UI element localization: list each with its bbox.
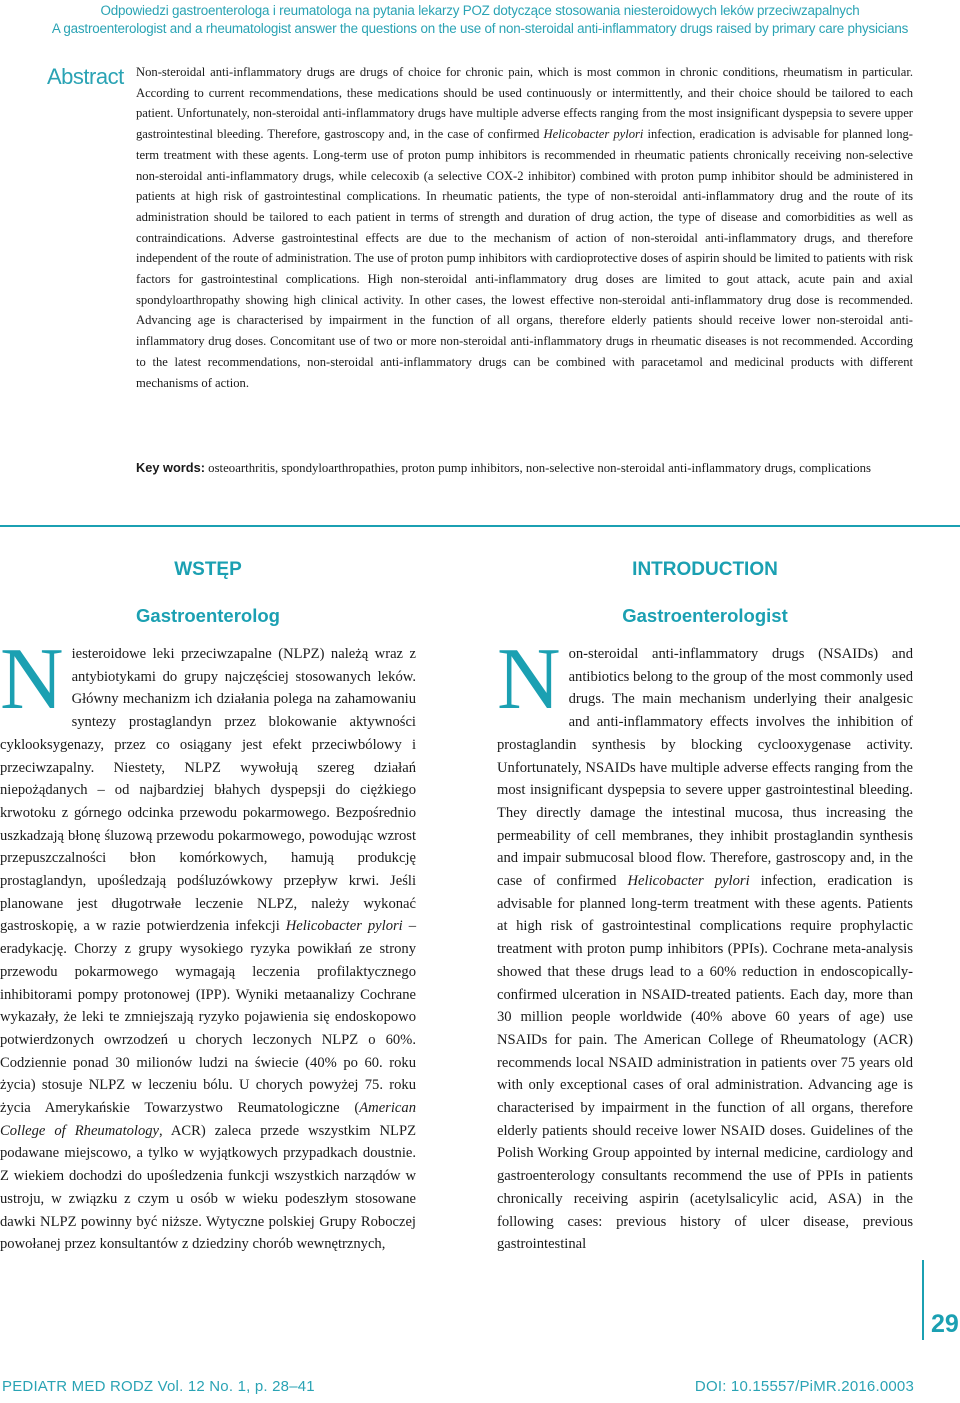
abstract-body: [136, 62, 913, 393]
dropcap-en: N: [497, 631, 561, 728]
polish-column: [0, 560, 416, 1256]
abstract-text-part: infection, eradication is advisable for planned long-term treatment with these agents. Long-term use of proton pump inhibitors is recommended in rheumatic patients chronically receiving non-selective non-steroidal anti-inflammatory drugs, while celecoxib (a selective COX-2 inhibitor) combined with proton pump inhibitor should be administered in patients at high risk of gastrointestinal complications. In rheumatic patients, the type of non-steroidal anti-inflammatory drug and the route of its administration should be tailored to each patient in terms of strength and duration of drug action, the type of disease and comorbidities as well as contraindications. Adverse gastrointestinal effects are due to the mechanism of action of non-steroidal anti-inflammatory drugs, and therefore independent of the route of administration. The use of proton pump inhibitors with cardioprotective doses of aspirin should be limited to patients with risk factors for gastrointestinal complications. High non-steroidal anti-inflammatory drug doses are limited to gout attack, acute pain and axial spondyloarthropathy showing high clinical activity. In other cases, the lowest effective non-steroidal anti-inflammatory drug dose is recommended. Advancing age is characterised by impairment in the function of all organs, therefore elderly patients should receive lower non-steroidal anti-inflammatory drug doses. Concomitant use of two or more non-steroidal anti-inflammatory drugs in rheumatic diseases is not recommended. According to the latest recommendations, non-steroidal anti-inflammatory drugs can be combined with paracetamol and medicinal products with different mechanisms of action.: [136, 127, 913, 390]
footer-journal: PEDIATR MED RODZ Vol. 12 No. 1, p. 28–41: [2, 1378, 315, 1395]
english-column: [497, 560, 913, 1256]
body-text-part: on-steroidal anti-inflammatory drugs (NSAIDs) and antibiotics belong to the group of the most commonly used drugs. The main mechanism underlying their analgesic and anti-inflammatory effects involves the inhibition of prostaglandin synthesis by blocking cyclooxygenase activity. Unfortunately, NSAIDs have multiple adverse effects ranging from the most insignificant dyspepsia to severe upper gastrointestinal bleeding. They directly damage the intestinal mucosa, thus increasing the permeability of cell membranes, they inhibit prostaglandin synthesis and impair submucosal blood flow. Therefore, gastroscopy and, in the case of confirmed: [497, 646, 913, 890]
section-title-pl: WSTĘP: [174, 559, 242, 580]
abstract-italic: Helicobacter pylori: [543, 127, 644, 142]
body-italic: American College of Rheumatology: [0, 1100, 416, 1139]
header-title-pl: Odpowiedzi gastroenterologa i reumatologa na pytania lekarzy POZ dotyczące stosowania niesteroidowych leków przeciwzapalnych: [100, 3, 860, 18]
page-number-rule: [922, 1260, 924, 1340]
abstract-heading: Abstract: [47, 64, 124, 89]
keywords-text: osteoarthritis, spondyloarthropathies, proton pump inhibitors, non-selective non-steroidal anti-inflammatory drugs, complications: [204, 461, 872, 475]
section-divider: [0, 525, 960, 527]
body-text-part: infection, eradication is advisable for planned long-term treatment with these agents. Patients at high risk of gastrointestinal complications require prophylactic treatment with proton pump inhibitors (PPIs). Cochrane meta-analysis showed that these drugs lead to a 60% reduction in endoscopically-confirmed ulceration in NSAID-treated patients. Each day, more than 30 million people worldwide (40% above 60 years of age) use NSAIDs for pain. The American College of Rheumatology (ACR) recommends local NSAID administration in patients over 75 years old with only exceptional cases of oral administration. Advancing age is characterised by impairment in the function of all organs, therefore elderly patients should receive lower NSAID doses. Guidelines of the Polish Working Group appointed by internal medicine, cardiology and gastroenterology consultants recommend the use of PPIs in patients chronically receiving aspirin (acetylsalicylic acid, ASA) in the following cases: previous history of ulcer disease, previous gastrointestinal: [497, 873, 913, 1253]
body-italic: Helicobacter pylori: [627, 873, 750, 890]
keywords: [136, 458, 913, 479]
body-italic: Helicobacter pylori: [285, 918, 403, 935]
footer-doi: DOI: 10.15557/PiMR.2016.0003: [694, 1378, 914, 1395]
body-text-en: [497, 631, 913, 1256]
body-text-part: iesteroidowe leki przeciwzapalne (NLPZ) należą wraz z antybiotykami do grupy najczęściej stosowanych leków. Główny mechanizm ich działania polega na zahamowaniu syntezy prostaglandyn przez blokowanie aktywności cyklooksygenazy, przez co osiągany jest efekt przeciwbólowy i przeciwzapalny. Niestety, NLPZ wywołują szereg działań niepożądanych – od najbardziej błahych dyspepsji do ciężkiego krwotoku z górnego odcinka przewodu pokarmowego. Bezpośrednio uszkadzają błonę śluzową przewodu pokarmowego, powodując wzrost przepuszczalności błon komórkowych, hamują produkcję prostaglandyn, upośledzają podśluzówkowy przepływ krwi. Jeśli planowane jest długotrwałe leczenie NLPZ, należy wykonać gastroskopię, a w razie potwierdzenia infekcji: [0, 646, 416, 935]
header-title-en: A gastroenterologist and a rheumatologist answer the questions on the use of non-steroidal anti-inflammatory drugs raised by primary care physicians: [51, 21, 909, 36]
running-header: [0, 2, 960, 38]
page-number: 29: [931, 1310, 959, 1338]
body-text-pl: [0, 631, 416, 1256]
subsection-title-en: Gastroenterologist: [622, 605, 788, 626]
dropcap-pl: N: [0, 631, 64, 728]
body-text-part: , ACR) zaleca przede wszystkim NLPZ podawane miejscowo, a tylko w wyjątkowych przypadkach doustnie. Z wiekiem dochodzi do upośledzenia funkcji wszystkich narządów w ustroju, w związku z czym u osób w wieku podeszłym stosowane dawki NLPZ powinny być niższe. Wytyczne polskiej Grupy Roboczej powołanej przez konsultantów z dziedziny chorób wewnętrznych,: [0, 1122, 416, 1253]
body-text-part: – eradykację. Chorzy z grupy wysokiego ryzyka powikłań ze strony przewodu pokarmowego wymagają leczenia profilaktycznego inhibitorami pompy protonowej (IPP). Wyniki metaanalizy Cochrane wykazały, że leki te zmniejszają ryzyko pojawienia się endoskopowo potwierdzonych owrzodzeń u chorych leczonych NLPZ o 60%. Codziennie ponad 30 milionów ludzi na świecie (40% po 60. roku życia) stosuje NLPZ w leczeniu bólu. U chorych powyżej 75. roku życia Amerykańskie Towarzystwo Reumatologiczne (: [0, 918, 416, 1117]
subsection-title-pl: Gastroenterolog: [136, 605, 280, 626]
keywords-label: Key words:: [136, 460, 205, 475]
abstract-text-part: Non-steroidal anti-inflammatory drugs are drugs of choice for chronic pain, which is most common in chronic conditions, rheumatism in particular. According to current recommendations, these medications should be used continuously or intermittently, and their choice should be tailored to each patient. Unfortunately, non-steroidal anti-inflammatory drugs have multiple adverse effects ranging from the most insignificant dyspepsia to severe upper gastrointestinal bleeding. Therefore, gastroscopy and, in the case of confirmed: [136, 65, 913, 142]
section-title-en: INTRODUCTION: [632, 559, 778, 580]
